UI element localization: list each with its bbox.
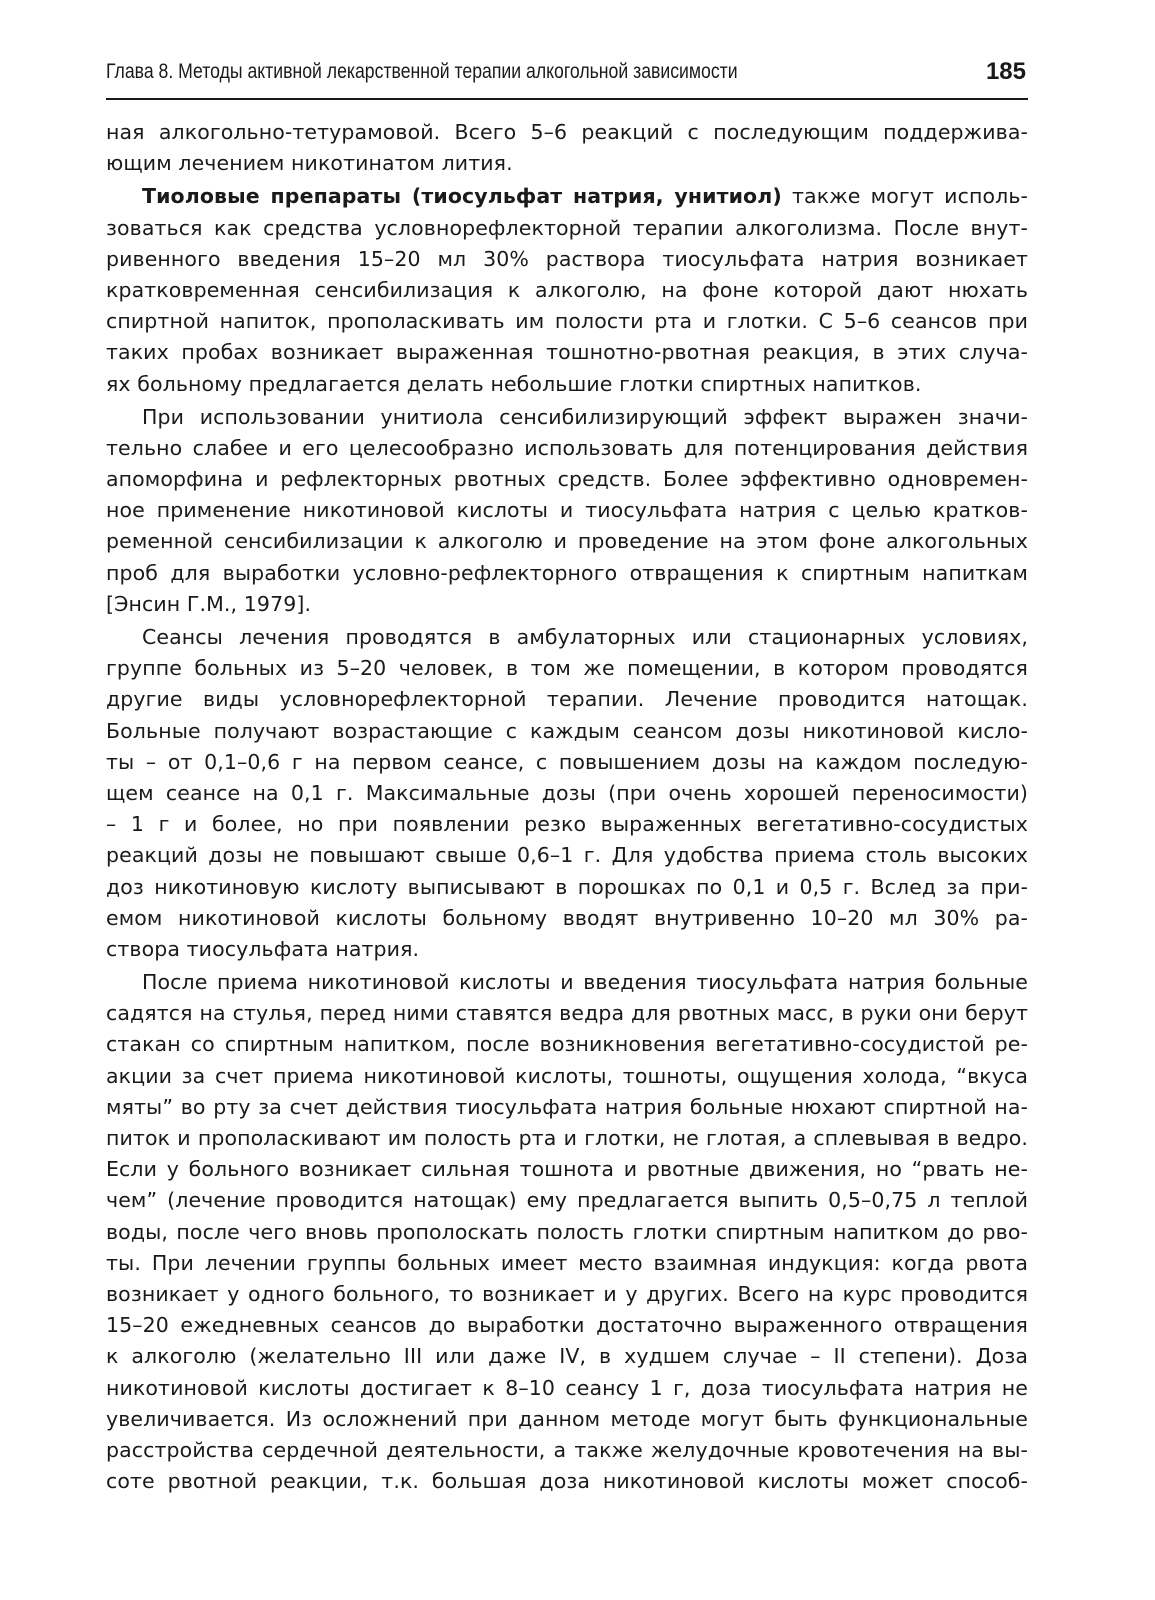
text-line: ное применение никотиновой кислоты и тиосульфата натрия с целью кратков- (106, 498, 1028, 523)
text-line: ющим лечением никотинатом лития. (106, 151, 513, 176)
text-line: После приема никотиновой кислоты и введения тиосульфата натрия больные (142, 970, 1028, 995)
paragraph (106, 402, 1028, 620)
text-line: мяты” во рту за счет действия тиосульфата натрия больные нюхают спиртной на- (106, 1094, 1028, 1119)
paragraph (106, 181, 1028, 399)
text-line-fragment: также могут исполь- (781, 184, 1028, 209)
text-line: стакан со спиртным напитком, после возникновения вегетативно-сосудистой ре- (106, 1032, 1028, 1057)
body-text (106, 117, 1028, 1497)
paragraph (106, 967, 1028, 1497)
text-line (106, 181, 1028, 212)
text-line: доз никотиновую кислоту выписывают в порошках по 0,1 и 0,5 г. Вслед за при- (106, 874, 1028, 899)
text-line: ты. При лечении группы больных имеет место взаимная индукция: когда рвота (106, 1250, 1028, 1275)
page-header (106, 58, 1028, 100)
text-line: ременной сенсибилизации к алкоголю и проведение на этом фоне алкогольных (106, 529, 1028, 554)
text-line: ты – от 0,1–0,6 г на первом сеансе, с повышением дозы на каждом последую- (106, 749, 1028, 774)
text-line: воды, после чего вновь прополоскать полость глотки спиртным напитком до рво- (106, 1219, 1028, 1244)
paragraph (106, 117, 1028, 179)
text-line: 15–20 ежедневных сеансов до выработки достаточно выраженного отвращения (106, 1313, 1028, 1338)
paragraph (106, 622, 1028, 965)
text-line: чем” (лечение проводится натощак) ему предлагается выпить 0,5–0,75 л теплой (106, 1188, 1028, 1213)
text-line: питок и прополаскивают им полость рта и глотки, не глотая, а сплевывая в ведро. (106, 1126, 1028, 1150)
text-line: апоморфина и рефлекторных рвотных средств. Более эффективно одновремен- (106, 467, 1028, 492)
text-line: Больные получают возрастающие с каждым сеансом дозы никотиновой кисло- (106, 718, 1028, 743)
text-line: емом никотиновой кислоты больному вводят внутривенно 10–20 мл 30% ра- (106, 905, 1028, 930)
text-line: расстройства сердечной деятельности, а также желудочные кровотечения на вы- (106, 1437, 1028, 1462)
text-line: садятся на стулья, перед ними ставятся ведра для рвотных масс, в руки они берут (106, 1001, 1028, 1026)
text-line: спиртной напиток, прополаскивать им полости рта и глотки. С 5–6 сеансов при (106, 309, 1028, 334)
bold-lead: Тиоловые препараты (тиосульфат натрия, унитиол) (142, 184, 782, 209)
text-line: к алкоголю (желательно III или даже IV, в худшем случае – II степени). Доза (106, 1344, 1028, 1369)
text-line: [Энсин Г.М., 1979]. (106, 591, 312, 616)
text-line: ривенного введения 15–20 мл 30% раствора тиосульфата натрия возникает (106, 246, 1028, 271)
text-line: створа тиосульфата натрия. (106, 936, 420, 961)
text-line: реакций дозы не повышают свыше 0,6–1 г. Для удобства приема столь высоких (106, 843, 1028, 868)
text-line: таких пробах возникает выраженная тошнотно-рвотная реакция, в этих случа- (106, 340, 1028, 365)
text-line: щем сеансе на 0,1 г. Максимальные дозы (при очень хорошей переносимости) (106, 780, 1028, 805)
text-line: группе больных из 5–20 человек, в том же помещении, в котором проводятся (106, 656, 1028, 681)
text-line: зоваться как средства условнорефлекторной терапии алкоголизма. После внут- (106, 215, 1028, 240)
text-line: ях больному предлагается делать небольшие глотки спиртных напитков. (106, 371, 922, 396)
text-line: никотиновой кислоты достигает к 8–10 сеансу 1 г, доза тиосульфата натрия не (106, 1375, 1028, 1400)
text-line: другие виды условнорефлекторной терапии. Лечение проводится натощак. (106, 687, 1028, 712)
text-line: акции за счет приема никотиновой кислоты, тошноты, ощущения холода, “вкуса (106, 1063, 1028, 1088)
text-line: увеличивается. Из осложнений при данном методе могут быть функциональные (106, 1406, 1028, 1431)
text-line: Сеансы лечения проводятся в амбулаторных или стационарных условиях, (142, 625, 1028, 649)
text-line: – 1 г и более, но при появлении резко выраженных вегетативно-сосудистых (106, 812, 1028, 837)
running-title: Глава 8. Методы активной лекарственной терапии алкогольной зависимости (106, 60, 738, 83)
text-line: кратковременная сенсибилизация к алкоголю, на фоне которой дают нюхать (106, 277, 1028, 302)
text-line: возникает у одного больного, то возникает и у других. Всего на курс проводится (106, 1281, 1028, 1306)
text-line: проб для выработки условно-рефлекторного отвращения к спиртным напиткам (106, 560, 1028, 585)
page-number: 185 (985, 58, 1026, 85)
text-line: При использовании унитиола сенсибилизирующий эффект выражен значи- (142, 404, 1028, 429)
text-line: соте рвотной реакции, т.к. большая доза никотиновой кислоты может способ- (106, 1469, 1028, 1494)
text-line: Если у больного возникает сильная тошнота и рвотные движения, но “рвать не- (106, 1157, 1028, 1182)
text-line: ная алкогольно-тетурамовой. Всего 5–6 реакций с последующим поддержива- (106, 120, 1028, 144)
text-line: тельно слабее и его целесообразно использовать для потенцирования действия (106, 435, 1028, 460)
